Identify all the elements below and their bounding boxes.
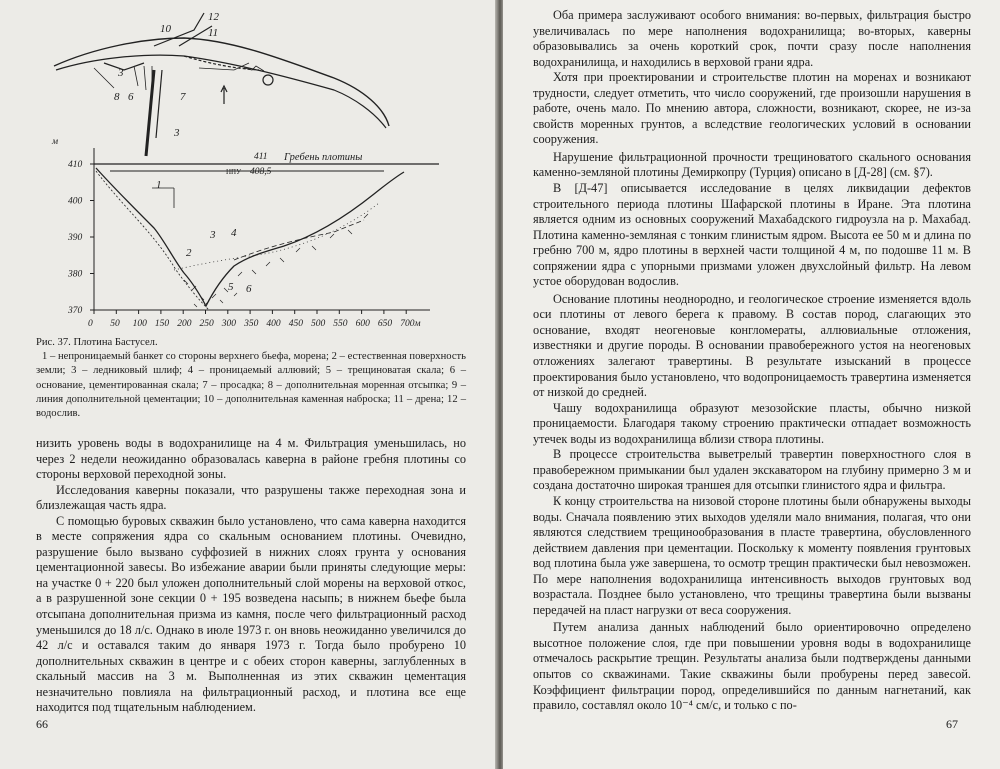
x-tick-label: 350	[244, 319, 259, 329]
y-tick-label: 370	[68, 306, 83, 316]
x-tick-label: 0	[88, 319, 93, 329]
x-tick-label: 650	[377, 319, 393, 329]
y-axis-unit: м	[52, 137, 59, 147]
callout-3a: 3	[118, 67, 124, 79]
paragraph: В [Д-47] описывается исследование в целях ликвидации дефектов строительного периода плотины Шафарской плотины в Иране. Эта плотина является одним из основных сооружений Махабадского гидроузла на р. Махабад. Плотина каменно-земляная с тонким глинистым ядром. Высота ее 50 м и длина по гребню 700 м, ядро плотины в верхней части толщиной 4 м, по подошве 11 м. В сопряжении ядра с упорными призмами уложен двухслойный фильтр. На левом устое оборудован водослив.	[533, 181, 971, 289]
nphu-label: НПУ	[226, 168, 242, 176]
paragraph: С помощью буровых скважин было установлено, что сама каверна находится в месте сопряжения ядра со скальным основанием плотины. Очевидно, разрушение было вызвано суффозией в нижних слоях грунта у основания цементационной завесы. Во избежание аварии были приняты следующие меры: на участке 0 + 220 был уложен дополнительный слой морены на верховой откос, а в разрушенной зоне секции 0 + 195 возведена насыпь; в нижнем бьефе была отсыпана дополнительная призма из камня, после чего фильтрационный расход уменьшился до 18 л/с. Однако в июле 1973 г. он вновь неожиданно увеличился до 42 л/с и оставался таким до января 1973 г. Тогда было пробурено 10 дополнительных скважин в центре и с обеих сторон каверны, заглубленных в скальный массив на 3 м. Выполненная из этих скважин цементация незначительно повлияла на фильтрационный расход, и плотина все еще находится под тщательным наблюдением.	[36, 513, 466, 715]
figure-caption	[36, 336, 466, 421]
paragraph: Нарушение фильтрационной прочности трещиноватого скального основания каменно-земляной плотины Демиркопру (Турция) описано в [Д-28] (см. §7).	[533, 149, 971, 180]
paragraph: низить уровень воды в водохранилище на 4 м. Фильтрация уменьшилась, но через 2 недели неожиданно образовалась каверна в районе гребня плотины со стороны верховой переходной зоны.	[36, 436, 466, 482]
paragraph: В процессе строительства выветрелый травертин поверхностного слоя в правобережном примыкании был удален экскаватором на глубину примерно 3 м и создана достаточно широкая траншея для отсыпки глинистого ядра и фильтра.	[533, 447, 971, 493]
callout-3b: 3	[174, 127, 180, 139]
x-tick-label: 500	[311, 319, 326, 329]
left-page	[0, 0, 497, 769]
y-tick-label: 410	[68, 160, 83, 170]
profile-callout-1: 1	[156, 179, 162, 191]
paragraph: Основание плотины неоднородно, и геологическое строение изменяется вдоль оси плотины от левого берега к правому. В состав пород, слагающих это основание, входят неогеновые конгломераты, аллювиальные отложения, известняки и другие породы. В основании правобережного устоя на неогеновых отложениях залегают травертины. В результате изысканий в процессе проектирования было установлено, что водопроницаемость травертина изменяется от низкой до средней.	[533, 291, 971, 400]
left-body-text	[36, 436, 466, 716]
paragraph: Путем анализа данных наблюдений было ориентировочно определено высотное положение слоя, где при повышении уровня воды в водохранилище отмечалось раскрытие трещин. Результаты анализа были подтверждены данными опытов со скважинами. Такие скважины были пробурены перед завесой. Коэффициент фильтрации пород, определившийся по данным нагнетаний, как правило, составлял около 10⁻⁴ см/с, и только с по-	[533, 620, 971, 713]
callout-12: 12	[208, 11, 219, 23]
x-tick-label: 200	[177, 319, 192, 329]
profile-callout-6: 6	[246, 283, 252, 295]
paragraph: Чашу водохранилища образуют мезозойские пласты, обычно низкой проницаемости. Благодаря такому строению практически отпадает возможность утечек воды из водохранилища вблизи створа плотины.	[533, 400, 971, 446]
x-tick-label: 300	[221, 319, 237, 329]
crest-label: Гребень плотины	[284, 152, 363, 163]
callout-7: 7	[180, 91, 186, 103]
profile-callout-3: 3	[210, 229, 216, 241]
right-body-text	[533, 8, 971, 714]
x-tick-label: 250	[199, 319, 214, 329]
callout-8: 8	[114, 91, 120, 103]
y-tick-label: 400	[68, 196, 83, 207]
callout-11: 11	[208, 27, 219, 39]
crest-elevation: 411	[254, 152, 268, 162]
x-tick-label: 700м	[400, 319, 421, 329]
profile-chart	[51, 137, 439, 329]
dam-figure	[34, 8, 454, 333]
x-tick-label: 400	[266, 319, 281, 329]
x-tick-label: 100	[132, 319, 147, 329]
paragraph: Хотя при проектировании и строительстве плотин на моренах и возникают трудности, следует отметить, что число сооружений, где произошли нарушения в работе, очень мало. По мнению автора, сложности, возникают, скорее, не из-за свойств моренных грунтов, а вследствие геологических условий в основании сооружения.	[533, 70, 971, 147]
x-tick-label: 550	[333, 319, 348, 329]
nphu-value: 408,5	[250, 167, 272, 177]
x-tick-label: 50	[110, 319, 120, 329]
x-tick-label: 450	[288, 319, 303, 329]
y-tick-label: 390	[68, 233, 83, 243]
paragraph: К концу строительства на низовой стороне плотины были обнаружены выходы воды. Сначала появлению этих выходов уделяли мало внимания, полагая, что они являются следствием трещинообразования в пласте травертина, обусловленного действием давления при цементации. Поскольку к моменту появления грунтовых вод плотина была уже завершена, то осмотр трещин практически был невозможен. По мере наполнения водохранилища интенсивность выходов грунтовых вод возрастала. Позднее было установлено, что трещины травертина были вызваны передачей на пласт нагрузки от веса сооружения.	[533, 493, 971, 617]
callout-10: 10	[160, 23, 171, 35]
callout-6: 6	[128, 91, 134, 103]
profile-callout-4: 4	[231, 227, 237, 239]
profile-callout-2: 2	[186, 247, 192, 259]
page-number-left: 66	[36, 717, 48, 731]
page-number-right: 67	[946, 717, 958, 731]
dam-cross-section-sketch	[54, 13, 389, 156]
profile-callout-5: 5	[228, 281, 234, 293]
x-tick-label: 600	[355, 319, 370, 329]
paragraph: Исследования каверны показали, что разрушены также переходная зона и близлежащая часть ядра.	[36, 482, 466, 513]
y-tick-label: 380	[68, 269, 83, 280]
caption-title: Рис. 37. Плотина Бастусел.	[36, 337, 158, 348]
x-tick-label: 150	[154, 319, 170, 329]
paragraph: Оба примера заслуживают особого внимания: во-первых, фильтрация быстро увеличивалась по мере наполнения водохранилища; во-вторых, каверны образовывались за очень короткий срок, почти сразу после наполнения водохранилища, и находились в верховой грани ядра.	[533, 8, 971, 69]
right-page	[503, 0, 1000, 769]
caption-body: 1 – непроницаемый банкет со стороны верхнего бьефа, морена; 2 – естественная поверхность земли; 3 – ледниковый шлиф; 4 – проницаемый аллювий; 5 – трещиноватая скала; 6 – основание, цементированная скала; 7 – просадка; 8 – дополнительная моренная отсыпка; 9 – линия дополнительной цементации; 10 – дополнительная каменная наброска; 11 – дрена; 12 – водослив.	[36, 351, 466, 420]
